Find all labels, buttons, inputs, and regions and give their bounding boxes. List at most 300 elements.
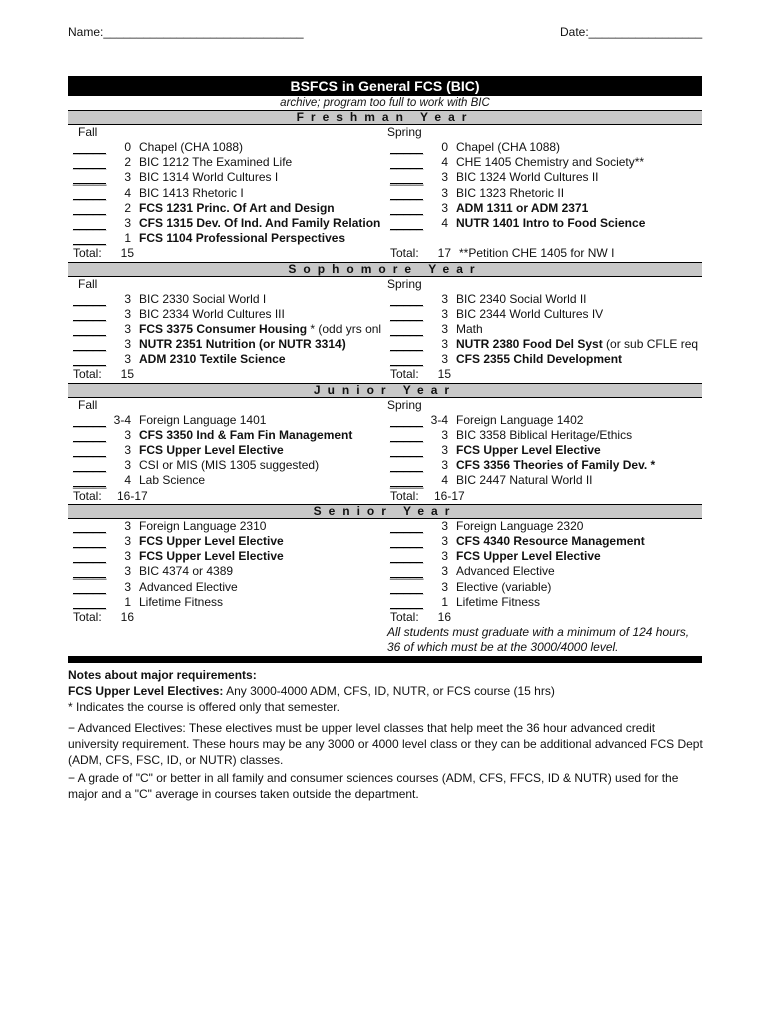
course-title: BIC 4374 or 4389: [139, 564, 234, 579]
credit-hours: 3: [441, 518, 448, 533]
credit-hours: 3: [124, 564, 131, 579]
course-row: [68, 155, 702, 170]
grade-requirement-note: − A grade of "C" or better in all family and consumer sciences courses (ADM, CFS, FFCS, ID & NUTR) used for the major and a "C" average in courses taken outside the department.: [68, 771, 679, 801]
grade-blank[interactable]: _____: [73, 414, 107, 428]
course-title: FCS Upper Level Elective: [456, 443, 601, 457]
fall-total: [68, 489, 385, 504]
credit-hours: 1: [124, 594, 131, 609]
fall-total: [68, 610, 385, 625]
course-title: CHE 1405 Chemistry and Society**: [456, 155, 645, 170]
course-title: NUTR 2380 Food Del Syst: [456, 337, 603, 352]
year-header: Freshman Year: [68, 110, 702, 125]
credit-hours: 3: [124, 518, 131, 533]
course-row: [68, 170, 702, 185]
fall-course: [68, 307, 385, 322]
spring-total: [385, 610, 702, 625]
course-note: * (odd yrs onl: [307, 321, 382, 336]
grade-blank[interactable]: _____: [390, 354, 424, 368]
fall-course: [68, 170, 385, 185]
fall-course: [68, 322, 385, 337]
course-name: [456, 201, 702, 216]
spring-course: [385, 580, 702, 595]
semester-headers: [68, 398, 702, 413]
course-row: [68, 443, 702, 458]
date-field-label[interactable]: Date:_________________: [560, 25, 703, 39]
semester-headers: [68, 125, 702, 140]
spring-course: [385, 519, 702, 534]
grade-blank[interactable]: _____: [390, 202, 424, 216]
course-title: CFS 1315 Dev. Of Ind. And Family Relation: [139, 215, 381, 230]
course-title: NUTR 2351 Nutrition (or NUTR 3314): [139, 337, 346, 352]
course-title: Lifetime Fitness: [139, 594, 224, 609]
total-hours: 16: [120, 609, 134, 624]
course-title: Foreign Language 1402: [456, 412, 584, 427]
fcs-elective-label: FCS Upper Level Electives:: [68, 684, 224, 698]
spring-course: [385, 201, 702, 216]
name-field-label[interactable]: Name:______________________________: [68, 25, 304, 39]
notes-heading: Notes about major requirements:: [68, 668, 257, 682]
grade-blank[interactable]: _____: [73, 233, 107, 247]
course-title: CFS 2355 Child Development: [456, 352, 623, 367]
credit-hours: 3: [124, 458, 131, 473]
course-name: [139, 231, 385, 246]
fcs-elective-note: [68, 683, 708, 699]
grade-blank[interactable]: _____: [390, 445, 424, 459]
grade-blank[interactable]: _____: [73, 566, 107, 580]
fall-course: [68, 549, 385, 564]
grade-blank[interactable]: _____: [390, 551, 424, 565]
course-name: [456, 519, 702, 534]
total-hours: 15: [120, 246, 134, 261]
course-title: Math: [456, 321, 483, 336]
course-row: [68, 307, 702, 322]
fall-course: [68, 413, 385, 428]
fall-course: [68, 337, 385, 352]
course-name: [456, 458, 702, 473]
total-label: Total:: [390, 609, 419, 624]
course-title: ADM 1311 or ADM 2371: [456, 200, 589, 215]
course-title: FCS Upper Level Elective: [456, 549, 601, 564]
semester-note: * Indicates the course is offered only that semester.: [68, 700, 340, 714]
fall-label: Fall: [78, 276, 98, 291]
course-row: [68, 231, 702, 246]
course-row: [68, 186, 702, 201]
total-label: Total:: [73, 488, 102, 503]
fall-course: [68, 352, 385, 367]
course-name: [456, 534, 702, 549]
credit-hours: 0: [124, 140, 131, 154]
credit-hours: 3: [441, 549, 448, 564]
spring-course: [385, 352, 702, 367]
credit-hours: 3: [441, 352, 448, 367]
grade-blank[interactable]: _____: [73, 157, 107, 171]
grade-blank[interactable]: _____: [390, 187, 424, 201]
total-hours: 16-17: [117, 488, 148, 503]
course-title: BIC 2344 World Cultures IV: [456, 306, 604, 321]
course-row: [68, 473, 702, 488]
credit-hours: 3: [441, 564, 448, 579]
grade-blank[interactable]: _____: [390, 157, 424, 171]
course-title: NUTR 1401 Intro to Food Science: [456, 215, 646, 230]
credit-hours: 3: [441, 185, 448, 200]
course-title: BIC 1212 The Examined Life: [139, 155, 293, 170]
degree-plan-sheet: [68, 70, 702, 663]
course-row: [68, 140, 702, 155]
course-name: [456, 140, 702, 155]
credit-hours: 3: [124, 337, 131, 352]
grade-blank[interactable]: _____: [390, 293, 424, 307]
spring-course: [385, 231, 702, 246]
total-label: Total:: [390, 367, 419, 382]
credit-hours: 3: [124, 427, 131, 442]
course-title: ADM 2310 Textile Science: [139, 352, 286, 367]
course-name: [139, 140, 385, 155]
fall-course: [68, 534, 385, 549]
course-row: [68, 519, 702, 534]
spring-course: [385, 140, 702, 155]
credit-hours: 1: [441, 594, 448, 609]
course-row: [68, 216, 702, 231]
course-name: [456, 322, 702, 337]
course-name: [139, 473, 385, 488]
grade-blank[interactable]: _____: [73, 460, 107, 474]
grade-blank[interactable]: _____: [390, 535, 424, 550]
grade-blank[interactable]: _____: [73, 293, 107, 307]
semester-headers: [68, 277, 702, 292]
course-name: [456, 549, 702, 564]
grade-blank[interactable]: _____: [73, 323, 107, 338]
spring-total: [385, 367, 702, 382]
course-name: [456, 292, 702, 307]
course-name: [139, 580, 385, 595]
total-hours: 15: [120, 367, 134, 382]
grade-blank[interactable]: _____: [390, 460, 424, 474]
course-name: [456, 186, 702, 201]
credit-hours: 3: [124, 443, 131, 457]
credit-hours: 4: [441, 215, 448, 230]
years-container: [68, 110, 702, 625]
grade-blank[interactable]: _____: [73, 445, 107, 459]
course-title: FCS 1104 Professional Perspectives: [139, 231, 346, 246]
course-title: Chapel (CHA 1088): [139, 140, 244, 154]
spring-course: [385, 322, 702, 337]
course-title: CFS 4340 Resource Management: [456, 533, 645, 548]
spring-course: [385, 428, 702, 443]
total-row: [68, 367, 702, 382]
course-title: BIC 1314 World Cultures I: [139, 170, 279, 185]
grade-blank[interactable]: _____: [73, 172, 107, 186]
credit-hours: 3: [441, 291, 448, 306]
spring-total: [385, 246, 702, 261]
spring-label: Spring: [387, 397, 422, 412]
spring-label: Spring: [387, 276, 422, 291]
fall-course: [68, 595, 385, 610]
credit-hours: 3: [441, 533, 448, 548]
course-name: [139, 186, 385, 201]
course-name: [456, 564, 702, 579]
fall-course: [68, 428, 385, 443]
bottom-rule: [68, 656, 702, 663]
course-name: [139, 534, 385, 549]
course-name: [139, 216, 385, 231]
grade-blank[interactable]: _____: [390, 596, 424, 610]
grade-blank[interactable]: _____: [390, 217, 424, 232]
spring-total: [385, 489, 702, 504]
credit-hours: 3: [441, 306, 448, 321]
grade-blank[interactable]: _____: [390, 142, 424, 156]
advanced-electives-note: − Advanced Electives: These electives must be upper level classes that help meet the 36 hour advanced credit university requirement. These hours may be any 3000 or 4000 level class or they can be additional advanced FCS Dept (ADM, CFS, FSC, ID, or NUTR) classes.: [68, 721, 703, 767]
fall-course: [68, 201, 385, 216]
credit-hours: 4: [441, 155, 448, 170]
course-name: [139, 155, 385, 170]
spring-course: [385, 443, 702, 458]
credit-hours: 3: [124, 291, 131, 306]
grade-blank[interactable]: _____: [73, 596, 107, 610]
page-title: BSFCS in General FCS (BIC): [68, 76, 702, 96]
course-row: [68, 534, 702, 549]
credit-hours: 3: [124, 533, 131, 548]
credit-hours: 4: [441, 473, 448, 488]
total-row: [68, 489, 702, 504]
grade-blank[interactable]: _____: [73, 142, 107, 156]
course-name: [456, 307, 702, 322]
course-title: FCS Upper Level Elective: [139, 549, 284, 564]
grade-blank[interactable]: _____: [73, 354, 107, 368]
notes-section: [68, 667, 708, 802]
fall-course: [68, 580, 385, 595]
credit-hours: 3: [124, 170, 131, 185]
grade-blank[interactable]: _____: [390, 172, 424, 186]
total-hours: 16: [437, 609, 451, 624]
course-title: Advanced Elective: [139, 579, 238, 594]
course-title: Chapel (CHA 1088): [456, 140, 561, 154]
course-title: BIC 2334 World Cultures III: [139, 306, 285, 321]
course-name: [139, 428, 385, 443]
grade-blank[interactable]: _____: [73, 581, 107, 595]
course-name: [139, 307, 385, 322]
credit-hours: 3: [441, 200, 448, 215]
grade-blank[interactable]: _____: [390, 566, 424, 580]
spring-course: [385, 216, 702, 231]
total-hours: 15: [437, 367, 451, 382]
credit-hours: 4: [124, 473, 131, 488]
course-name: [456, 170, 702, 185]
grade-blank[interactable]: _____: [73, 187, 107, 201]
total-label: Total:: [73, 609, 102, 624]
course-name: [456, 580, 702, 595]
course-name: [139, 322, 385, 337]
course-name: [139, 170, 385, 185]
total-label: Total:: [73, 246, 102, 261]
total-label: Total:: [390, 246, 419, 261]
grade-blank[interactable]: _____: [73, 308, 107, 322]
credit-hours: 3: [441, 579, 448, 594]
total-label: Total:: [73, 367, 102, 382]
fall-label: Fall: [78, 125, 98, 139]
course-title: FCS 1231 Princ. Of Art and Design: [139, 200, 335, 215]
course-row: [68, 580, 702, 595]
course-title: BIC 1413 Rhetoric I: [139, 185, 244, 200]
fall-total: [68, 246, 385, 261]
fall-course: [68, 155, 385, 170]
credit-hours: 3: [441, 321, 448, 336]
fall-label: Fall: [78, 397, 98, 412]
graduation-note-line-1: All students must graduate with a minimum of 124 hours,: [387, 625, 690, 640]
credit-hours: 3: [441, 427, 448, 442]
grade-blank[interactable]: _____: [390, 520, 424, 534]
course-note: (or sub CFLE req: [602, 337, 699, 352]
spring-course: [385, 549, 702, 564]
course-name: [139, 595, 385, 610]
fall-course: [68, 292, 385, 307]
course-title: Foreign Language 2320: [456, 518, 584, 533]
course-name: [456, 413, 702, 428]
course-name: [139, 292, 385, 307]
graduation-note-line-2: 36 of which must be at the 3000/4000 level.: [387, 640, 619, 655]
course-title: Lifetime Fitness: [456, 594, 541, 609]
course-title: CFS 3350 Ind & Fam Fin Management: [139, 427, 353, 442]
course-title: Advanced Elective: [456, 564, 555, 579]
course-title: Elective (variable): [456, 579, 552, 594]
course-row: [68, 428, 702, 443]
credit-hours: 3: [124, 321, 131, 336]
course-name: [456, 155, 702, 170]
grade-blank[interactable]: _____: [390, 475, 424, 489]
course-row: [68, 413, 702, 428]
grade-blank[interactable]: _____: [390, 429, 424, 443]
course-title: BIC 2340 Social World II: [456, 291, 587, 306]
spring-course: [385, 413, 702, 428]
course-name: [456, 216, 702, 231]
course-name: [139, 337, 385, 352]
credit-hours: 3: [441, 337, 448, 352]
total-row: [68, 610, 702, 625]
credit-hours: 3: [124, 352, 131, 367]
fall-course: [68, 216, 385, 231]
total-note: **Petition CHE 1405 for NW I: [459, 246, 615, 261]
course-title: Foreign Language 1401: [139, 412, 267, 427]
grade-blank[interactable]: _____: [390, 339, 424, 353]
credit-hours: 2: [124, 155, 131, 170]
grade-blank[interactable]: _____: [390, 414, 424, 428]
total-row: [68, 246, 702, 261]
grade-blank[interactable]: _____: [73, 551, 107, 565]
spring-label: Spring: [387, 125, 422, 139]
fall-course: [68, 519, 385, 534]
spring-course: [385, 564, 702, 579]
credit-hours: 3: [441, 170, 448, 185]
spring-course: [385, 186, 702, 201]
course-name: [139, 352, 385, 367]
course-title: BIC 2447 Natural World II: [456, 473, 593, 488]
course-title: Foreign Language 2310: [139, 518, 267, 533]
credit-hours: 2: [124, 200, 131, 215]
spring-course: [385, 155, 702, 170]
grade-blank[interactable]: _____: [73, 202, 107, 216]
course-title: FCS 3375 Consumer Housing: [139, 321, 308, 336]
grade-blank[interactable]: _____: [390, 308, 424, 322]
spring-course: [385, 337, 702, 352]
fall-course: [68, 140, 385, 155]
spring-course: [385, 307, 702, 322]
spring-course: [385, 473, 702, 488]
course-title: CFS 3356 Theories of Family Dev. *: [456, 458, 656, 473]
course-title: FCS Upper Level Elective: [139, 533, 284, 548]
course-name: [139, 549, 385, 564]
spring-course: [385, 170, 702, 185]
course-name: [139, 201, 385, 216]
year-header: Sophomore Year: [68, 262, 702, 277]
credit-hours: 3: [124, 549, 131, 564]
fall-course: [68, 231, 385, 246]
grade-blank[interactable]: _____: [73, 475, 107, 489]
year-header: Senior Year: [68, 504, 702, 519]
course-name: [456, 428, 702, 443]
credit-hours: 3: [124, 215, 131, 230]
course-row: [68, 352, 702, 367]
grade-blank[interactable]: _____: [390, 323, 424, 338]
course-name: [139, 413, 385, 428]
course-name: [139, 564, 385, 579]
course-row: [68, 549, 702, 564]
course-row: [68, 292, 702, 307]
course-row: [68, 322, 702, 337]
grade-blank[interactable]: _____: [73, 339, 107, 353]
credit-hours: 3: [441, 458, 448, 473]
spring-course: [385, 595, 702, 610]
course-row: [68, 337, 702, 352]
course-row: [68, 458, 702, 473]
course-title: BIC 2330 Social World I: [139, 291, 267, 306]
course-name: [456, 443, 702, 458]
fall-course: [68, 564, 385, 579]
grade-blank[interactable]: _____: [73, 535, 107, 550]
course-name: [139, 458, 385, 473]
course-row: [68, 201, 702, 216]
course-name: [456, 595, 702, 610]
grade-blank[interactable]: _____: [73, 217, 107, 232]
total-hours: 17: [437, 246, 451, 261]
grade-blank[interactable]: _____: [390, 581, 424, 595]
fall-course: [68, 186, 385, 201]
course-title: CSI or MIS (MIS 1305 suggested): [139, 458, 320, 473]
course-row: [68, 595, 702, 610]
course-name: [139, 519, 385, 534]
total-label: Total:: [390, 488, 419, 503]
fall-total: [68, 367, 385, 382]
grade-blank[interactable]: _____: [73, 520, 107, 534]
course-name: [456, 337, 702, 352]
course-name: [456, 473, 702, 488]
year-header: Junior Year: [68, 383, 702, 398]
credit-hours: 3-4: [430, 412, 448, 427]
spring-course: [385, 458, 702, 473]
spring-course: [385, 534, 702, 549]
fall-course: [68, 473, 385, 488]
page-subtitle: archive; program too full to work with BIC: [280, 97, 490, 109]
course-name: [139, 443, 385, 458]
course-row: [68, 564, 702, 579]
grade-blank[interactable]: _____: [73, 429, 107, 443]
credit-hours: 4: [124, 185, 131, 200]
total-hours: 16-17: [434, 488, 465, 503]
fall-course: [68, 458, 385, 473]
fcs-elective-text: Any 3000-4000 ADM, CFS, ID, NUTR, or FCS course (15 hrs): [223, 684, 555, 698]
course-title: BIC 3358 Biblical Heritage/Ethics: [456, 427, 633, 442]
course-title: FCS Upper Level Elective: [139, 443, 284, 457]
credit-hours: 3: [124, 306, 131, 321]
credit-hours: 3: [441, 443, 448, 457]
